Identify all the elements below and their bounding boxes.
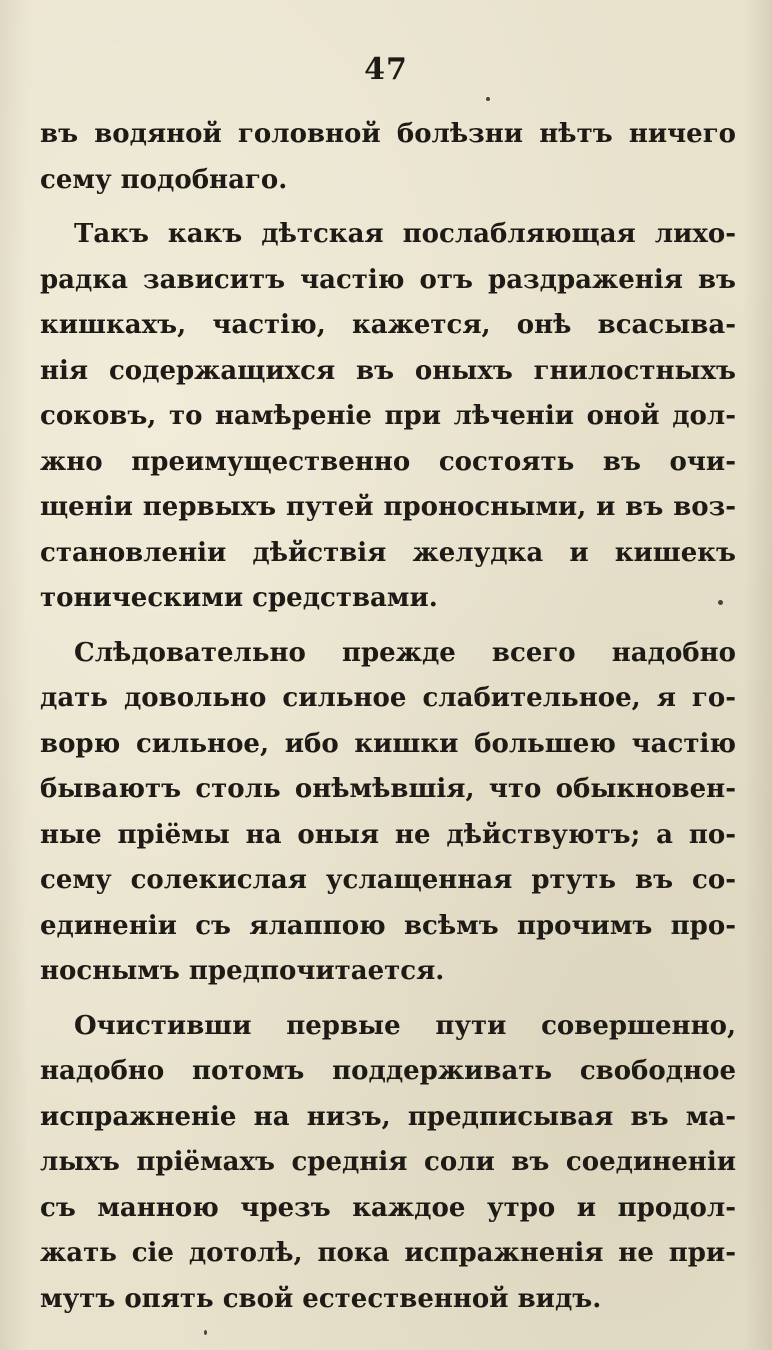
text-line: лыхъ пріёмахъ среднія соли въ соединеніи: [40, 1147, 736, 1177]
text-line: радка зависитъ частію отъ раздраженія въ: [40, 264, 736, 295]
text-line: испражненіе на низъ, предписывая въ ма-: [40, 1101, 736, 1132]
text-line: сему подобнаго.: [40, 164, 288, 195]
text-line: Такъ какъ дѣтская послабляющая лихо-: [74, 219, 736, 249]
text-line: дать довольно сильное слабительное, я го-: [40, 683, 736, 713]
text-line: ные пріёмы на оныя не дѣйствуютъ; а по-: [40, 819, 736, 850]
text-line: носнымъ предпочитается.: [40, 956, 445, 986]
paper-speck: [204, 1330, 207, 1335]
text-line: ворю сильное, ибо кишки большею частію: [40, 728, 736, 759]
paragraph-1: [40, 112, 736, 203]
text-line: жать сіе дотолѣ, пока испражненія не при-: [40, 1238, 736, 1268]
text-block: [40, 112, 736, 1322]
paper-speck: [718, 600, 723, 605]
paragraph-3: [40, 631, 736, 995]
text-line: нія содержащихся въ оныхъ гнилостныхъ: [40, 355, 736, 386]
text-line: въ водяной головной болѣзни нѣтъ ничего: [40, 119, 736, 149]
text-line: кишкахъ, частію, кажется, онѣ всасыва-: [40, 310, 736, 340]
paper-speck: [486, 97, 490, 101]
text-line: сему солекислая услащенная ртуть въ со-: [40, 865, 736, 895]
text-line: соковъ, то намѣреніе при лѣченіи оной дол-: [40, 401, 736, 431]
page-number: 47: [364, 52, 408, 87]
text-line: надобно потомъ поддерживать свободное: [40, 1056, 736, 1086]
paragraph-2: [40, 212, 736, 622]
text-line: жно преимущественно состоять въ очи-: [40, 446, 736, 477]
text-line: мутъ опять свой естественной видъ.: [40, 1283, 602, 1314]
text-line: единеніи съ ялаппою всѣмъ прочимъ про-: [40, 910, 736, 941]
paragraph-4: [40, 1004, 736, 1323]
text-line: щеніи первыхъ путей проносными, и въ воз-: [40, 492, 736, 522]
text-line: съ манною чрезъ каждое утро и продол-: [40, 1192, 736, 1223]
text-line: Очистивши первые пути совершенно,: [74, 1010, 736, 1041]
text-line: тоническими средствами.: [40, 583, 438, 613]
text-line: бываютъ столь онѣмѣвшія, что обыкновен-: [40, 774, 736, 804]
text-line: становленіи дѣйствія желудка и кишекъ: [40, 537, 736, 568]
text-line: Слѣдовательно прежде всего надобно: [74, 637, 736, 668]
